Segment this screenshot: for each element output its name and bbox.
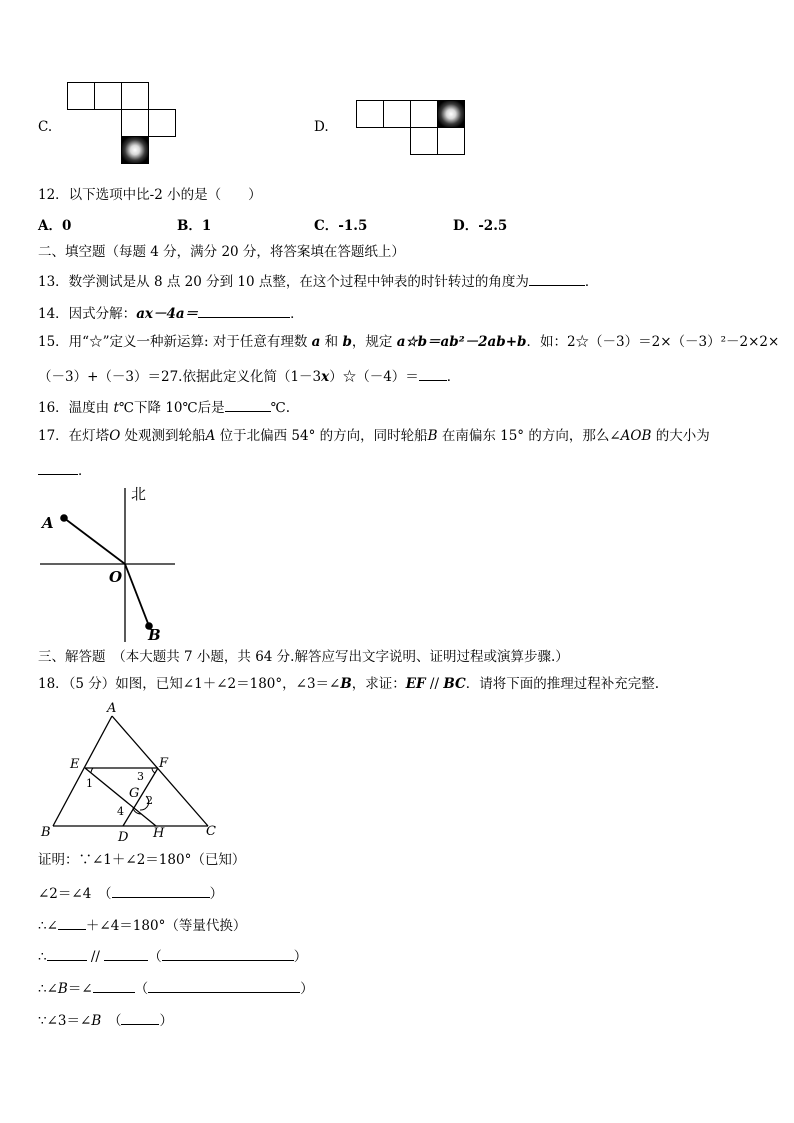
north-label: 北 bbox=[131, 485, 147, 503]
q18-stem bbox=[38, 678, 659, 692]
net-square bbox=[410, 100, 438, 128]
proof-text: ） bbox=[293, 949, 308, 965]
q12-option-b: B．1 bbox=[177, 218, 212, 234]
point-a bbox=[60, 514, 68, 522]
var-b: B bbox=[91, 1013, 102, 1029]
proof-text: ∴ bbox=[38, 949, 47, 965]
var-o: O bbox=[109, 428, 121, 444]
label-2: 2 bbox=[146, 794, 153, 807]
label-c: C bbox=[206, 824, 216, 839]
answer-blank bbox=[121, 1012, 159, 1025]
q15-text: 15．用“☆”定义一种新运算: 对于任意有理数 bbox=[38, 334, 312, 350]
label-d: D bbox=[118, 830, 129, 845]
net-square bbox=[356, 100, 384, 128]
option-c-label: C. bbox=[38, 119, 53, 135]
var-b: B bbox=[57, 981, 68, 997]
proof-text: （ bbox=[148, 949, 162, 965]
q13 bbox=[38, 273, 598, 290]
answer-blank bbox=[198, 305, 290, 318]
q14 bbox=[38, 305, 304, 322]
net-square bbox=[67, 82, 95, 110]
q14-prefix: 14．因式分解： bbox=[38, 306, 137, 322]
var-a: a bbox=[311, 334, 321, 350]
answer-blank bbox=[529, 273, 585, 286]
answer-blank bbox=[112, 885, 210, 898]
answer-blank bbox=[225, 399, 271, 412]
proof-text: ＋∠4＝180°（等量代换） bbox=[85, 918, 247, 934]
proof-text: ∠2＝∠4 （ bbox=[38, 886, 112, 902]
var-x: x bbox=[321, 369, 330, 385]
q18-text: ，求证： bbox=[351, 676, 406, 692]
q15-text: ，规定 bbox=[351, 334, 397, 350]
proof-line-2 bbox=[38, 885, 223, 902]
q12-option-a: A．0 bbox=[38, 218, 72, 234]
section3-heading: 三、解答题 （本大题共 7 小题，共 64 分.解答应写出文字说明、证明过程或演算步骤.） bbox=[38, 649, 569, 665]
q12-option-d: D．-2.5 bbox=[453, 218, 508, 234]
angle-1-arc bbox=[91, 768, 93, 773]
q17-direction-figure bbox=[30, 480, 190, 650]
proof-text: ） bbox=[159, 1013, 173, 1029]
label-h: H bbox=[153, 826, 165, 841]
proof-text: ∵∠3＝∠ bbox=[38, 1013, 92, 1029]
q16-text: 16．温度由 bbox=[38, 400, 114, 416]
proof-text: （ bbox=[101, 1013, 122, 1029]
q17-text: 在南偏东 15° 的方向，那么∠ bbox=[437, 428, 621, 444]
section2-heading: 二、填空题（每题 4 分，满分 20 分，将答案填在答题纸上） bbox=[38, 244, 405, 260]
q17-text: 17．在灯塔 bbox=[38, 428, 110, 444]
q16-text: ℃下降 10℃后是 bbox=[118, 400, 225, 416]
q17-end: ． bbox=[78, 463, 92, 479]
q13-text: 13．数学测试是从 8 点 20 分到 10 点整，在这个过程中钟表的时针转过的角度为 bbox=[38, 274, 529, 290]
q15-end: ． bbox=[446, 369, 461, 385]
answer-blank bbox=[58, 917, 86, 930]
net-square bbox=[121, 109, 149, 137]
shaded-square bbox=[121, 136, 149, 164]
q17-text: 的大小为 bbox=[651, 428, 710, 444]
var-a: A bbox=[205, 428, 216, 444]
proof-text: ∴∠ bbox=[38, 981, 58, 997]
proof-text: ） bbox=[300, 981, 314, 997]
label-f: F bbox=[159, 756, 169, 771]
q15-definition: a☆b＝ab²－2ab+b bbox=[396, 334, 527, 350]
label-a: A bbox=[42, 514, 54, 532]
net-square bbox=[94, 82, 122, 110]
segment-bc: BC bbox=[443, 676, 466, 692]
var-b: B bbox=[427, 428, 438, 444]
q18-text: ．请将下面的推理过程补充完整. bbox=[465, 676, 660, 692]
proof-line-1: 证明：∵∠1＋∠2＝180°（已知） bbox=[38, 852, 246, 868]
label-g: G bbox=[129, 786, 140, 801]
answer-blank bbox=[148, 980, 300, 993]
q15-line2 bbox=[38, 368, 460, 385]
proof-line-6 bbox=[38, 1012, 173, 1029]
var-t: t bbox=[113, 400, 119, 416]
q13-end: ． bbox=[584, 274, 599, 290]
ray-oa bbox=[64, 518, 125, 564]
q15-text: （－3）+（－3）＝27.依据此定义化简（1－3 bbox=[38, 369, 322, 385]
q15-text: ．如：2☆（－3）＝2×（－3）²－2×2× bbox=[526, 334, 780, 350]
label-o: O bbox=[109, 568, 123, 586]
parallel-sign: // bbox=[425, 676, 444, 692]
answer-blank bbox=[47, 948, 87, 961]
q16-end: ℃. bbox=[270, 400, 291, 416]
var-b: b bbox=[342, 334, 352, 350]
segment-ef: EF bbox=[405, 676, 426, 692]
answer-blank bbox=[162, 948, 294, 961]
net-square bbox=[121, 82, 149, 110]
q17-text: 处观测到轮船 bbox=[120, 428, 206, 444]
q17-line1 bbox=[38, 430, 710, 444]
proof-line-5 bbox=[38, 980, 314, 997]
proof-text: ∴∠ bbox=[38, 918, 58, 934]
label-4: 4 bbox=[117, 805, 124, 818]
proof-text: ＝∠ bbox=[67, 981, 93, 997]
q12-option-c: C．-1.5 bbox=[314, 218, 368, 234]
side-ab bbox=[53, 716, 112, 826]
shaded-square bbox=[437, 100, 465, 128]
q14-end: ． bbox=[290, 306, 304, 322]
net-square bbox=[148, 109, 176, 137]
proof-text: （ bbox=[134, 981, 149, 997]
net-square bbox=[383, 100, 411, 128]
q17-text: 位于北偏西 54° 的方向，同时轮船 bbox=[215, 428, 428, 444]
proof-text: // bbox=[86, 949, 105, 965]
q17-line2 bbox=[38, 462, 92, 479]
proof-line-4 bbox=[38, 948, 307, 965]
q15-text: 和 bbox=[320, 334, 343, 350]
option-d-label: D. bbox=[314, 119, 329, 135]
answer-blank bbox=[93, 980, 135, 993]
angle-aob: AOB bbox=[620, 428, 652, 444]
label-b: B bbox=[148, 626, 161, 644]
q16 bbox=[38, 399, 290, 416]
label-3: 3 bbox=[137, 770, 144, 783]
label-e: E bbox=[70, 757, 80, 772]
q12-stem: 12．以下选项中比-2 小的是（ ） bbox=[38, 187, 262, 203]
q14-expr: ax－4a＝ bbox=[136, 306, 199, 322]
proof-line-3 bbox=[38, 917, 246, 934]
answer-blank bbox=[104, 948, 148, 961]
q18-text: 18．（5 分）如图，已知∠1＋∠2＝180°，∠3＝∠ bbox=[38, 676, 341, 692]
q18-triangle-figure bbox=[30, 698, 230, 848]
label-b: B bbox=[41, 825, 51, 840]
proof-text: ） bbox=[209, 886, 224, 902]
net-square bbox=[437, 127, 465, 155]
answer-blank bbox=[419, 368, 447, 381]
q15-text: ）☆（－4）＝ bbox=[329, 369, 419, 385]
side-ac bbox=[112, 716, 208, 826]
ray-ob bbox=[125, 564, 149, 626]
var-b: B bbox=[340, 676, 352, 692]
label-1: 1 bbox=[86, 777, 93, 790]
answer-blank bbox=[38, 462, 78, 475]
q15-line1 bbox=[38, 336, 779, 350]
label-a: A bbox=[107, 701, 117, 716]
angle-3-arc bbox=[152, 768, 155, 773]
net-square bbox=[410, 127, 438, 155]
